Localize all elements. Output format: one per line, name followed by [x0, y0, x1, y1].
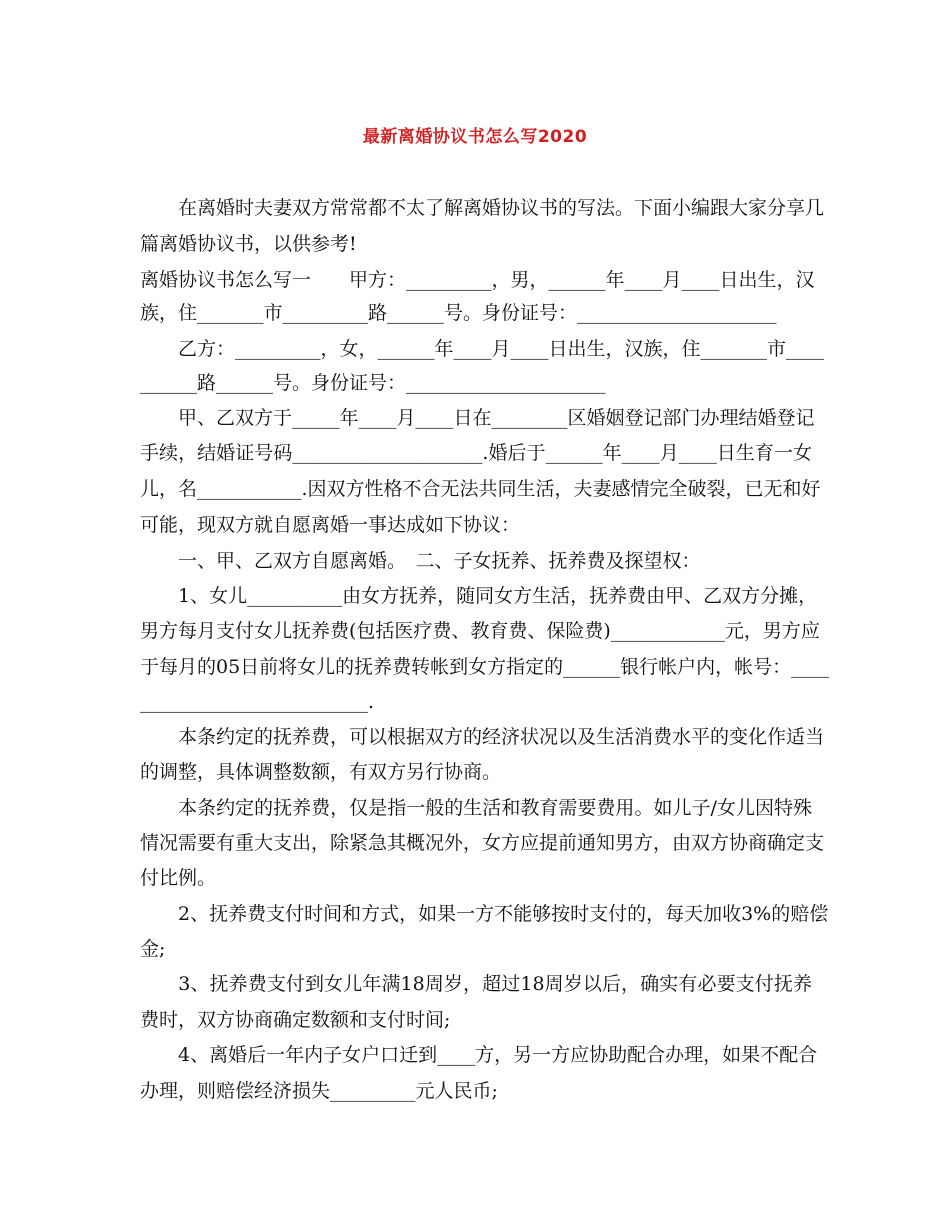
body-line: 手续，结婚证号码____________________.婚后于______年____月____日生育一女: [140, 442, 812, 464]
body-line: 付比例。: [140, 867, 217, 889]
body-line: 办理，则赔偿经济损失_________元人民币;: [140, 1080, 498, 1102]
body-line: 男方每月支付女儿抚养费(包括医疗费、教育费、保险费)____________元，男方应: [140, 620, 820, 642]
document-title: 最新离婚协议书怎么写2020: [362, 127, 588, 147]
body-line: 本条约定的抚养费，可以根据双方的经济状况以及生活消费水平的变化作适当: [140, 726, 825, 748]
body-line: 本条约定的抚养费，仅是指一般的生活和教育需要费用。如儿子/女儿因特殊: [140, 797, 812, 819]
body-line: 儿，名___________.因双方性格不合无法共同生活，夫妻感情完全破裂，已无和好: [140, 478, 821, 500]
body-line: 的调整，具体调整数额，有双方另行协商。: [140, 761, 502, 783]
body-line: 甲、乙双方于_____年____月____日在________区婚姻登记部门办理结婚登记: [140, 407, 815, 429]
body-line: 4、离婚后一年内子女户口迁到____方，另一方应协助配合办理，如果不配合: [140, 1044, 818, 1066]
body-line: 乙方：_________，女，______年____月____日出生，汉族，住_______市____: [140, 338, 825, 360]
body-line: 篇离婚协议书，以供参考!: [140, 233, 357, 255]
body-line: ________________________.: [140, 691, 375, 713]
body-line: 费时，双方协商确定数额和支付时间;: [140, 1009, 451, 1031]
body-line: 族，住_______市_________路______号。身份证号：_____________________: [140, 302, 777, 324]
body-line: ______路______号。身份证号：_____________________: [140, 372, 606, 394]
body-line: 离婚协议书怎么写一 甲方：_________，男，______年____月____日出生，汉: [140, 269, 815, 291]
body-line: 1、女儿__________由女方抚养，随同女方生活，抚养费由甲、乙双方分摊，: [140, 585, 818, 607]
body-line: 可能，现双方就自愿离婚一事达成如下协议：: [140, 514, 521, 536]
body-line: 2、抚养费支付时间和方式，如果一方不能够按时支付的，每天加收3%的赔偿: [140, 903, 829, 925]
body-line: 金;: [140, 938, 166, 960]
body-line: 于每月的05日前将女儿的抚养费转帐到女方指定的______银行帐户内，帐号：____: [140, 656, 830, 678]
body-line: 情况需要有重大支出，除紧急其概况外，女方应提前通知男方，由双方协商确定支: [140, 832, 825, 854]
body-line: 3、抚养费支付到女儿年满18周岁，超过18周岁以后，确实有必要支付抚养: [140, 973, 812, 995]
body-line: 一、甲、乙双方自愿离婚。 二、子女抚养、抚养费及探望权：: [140, 550, 701, 572]
body-line: 在离婚时夫妻双方常常都不太了解离婚协议书的写法。下面小编跟大家分享几: [140, 197, 825, 219]
